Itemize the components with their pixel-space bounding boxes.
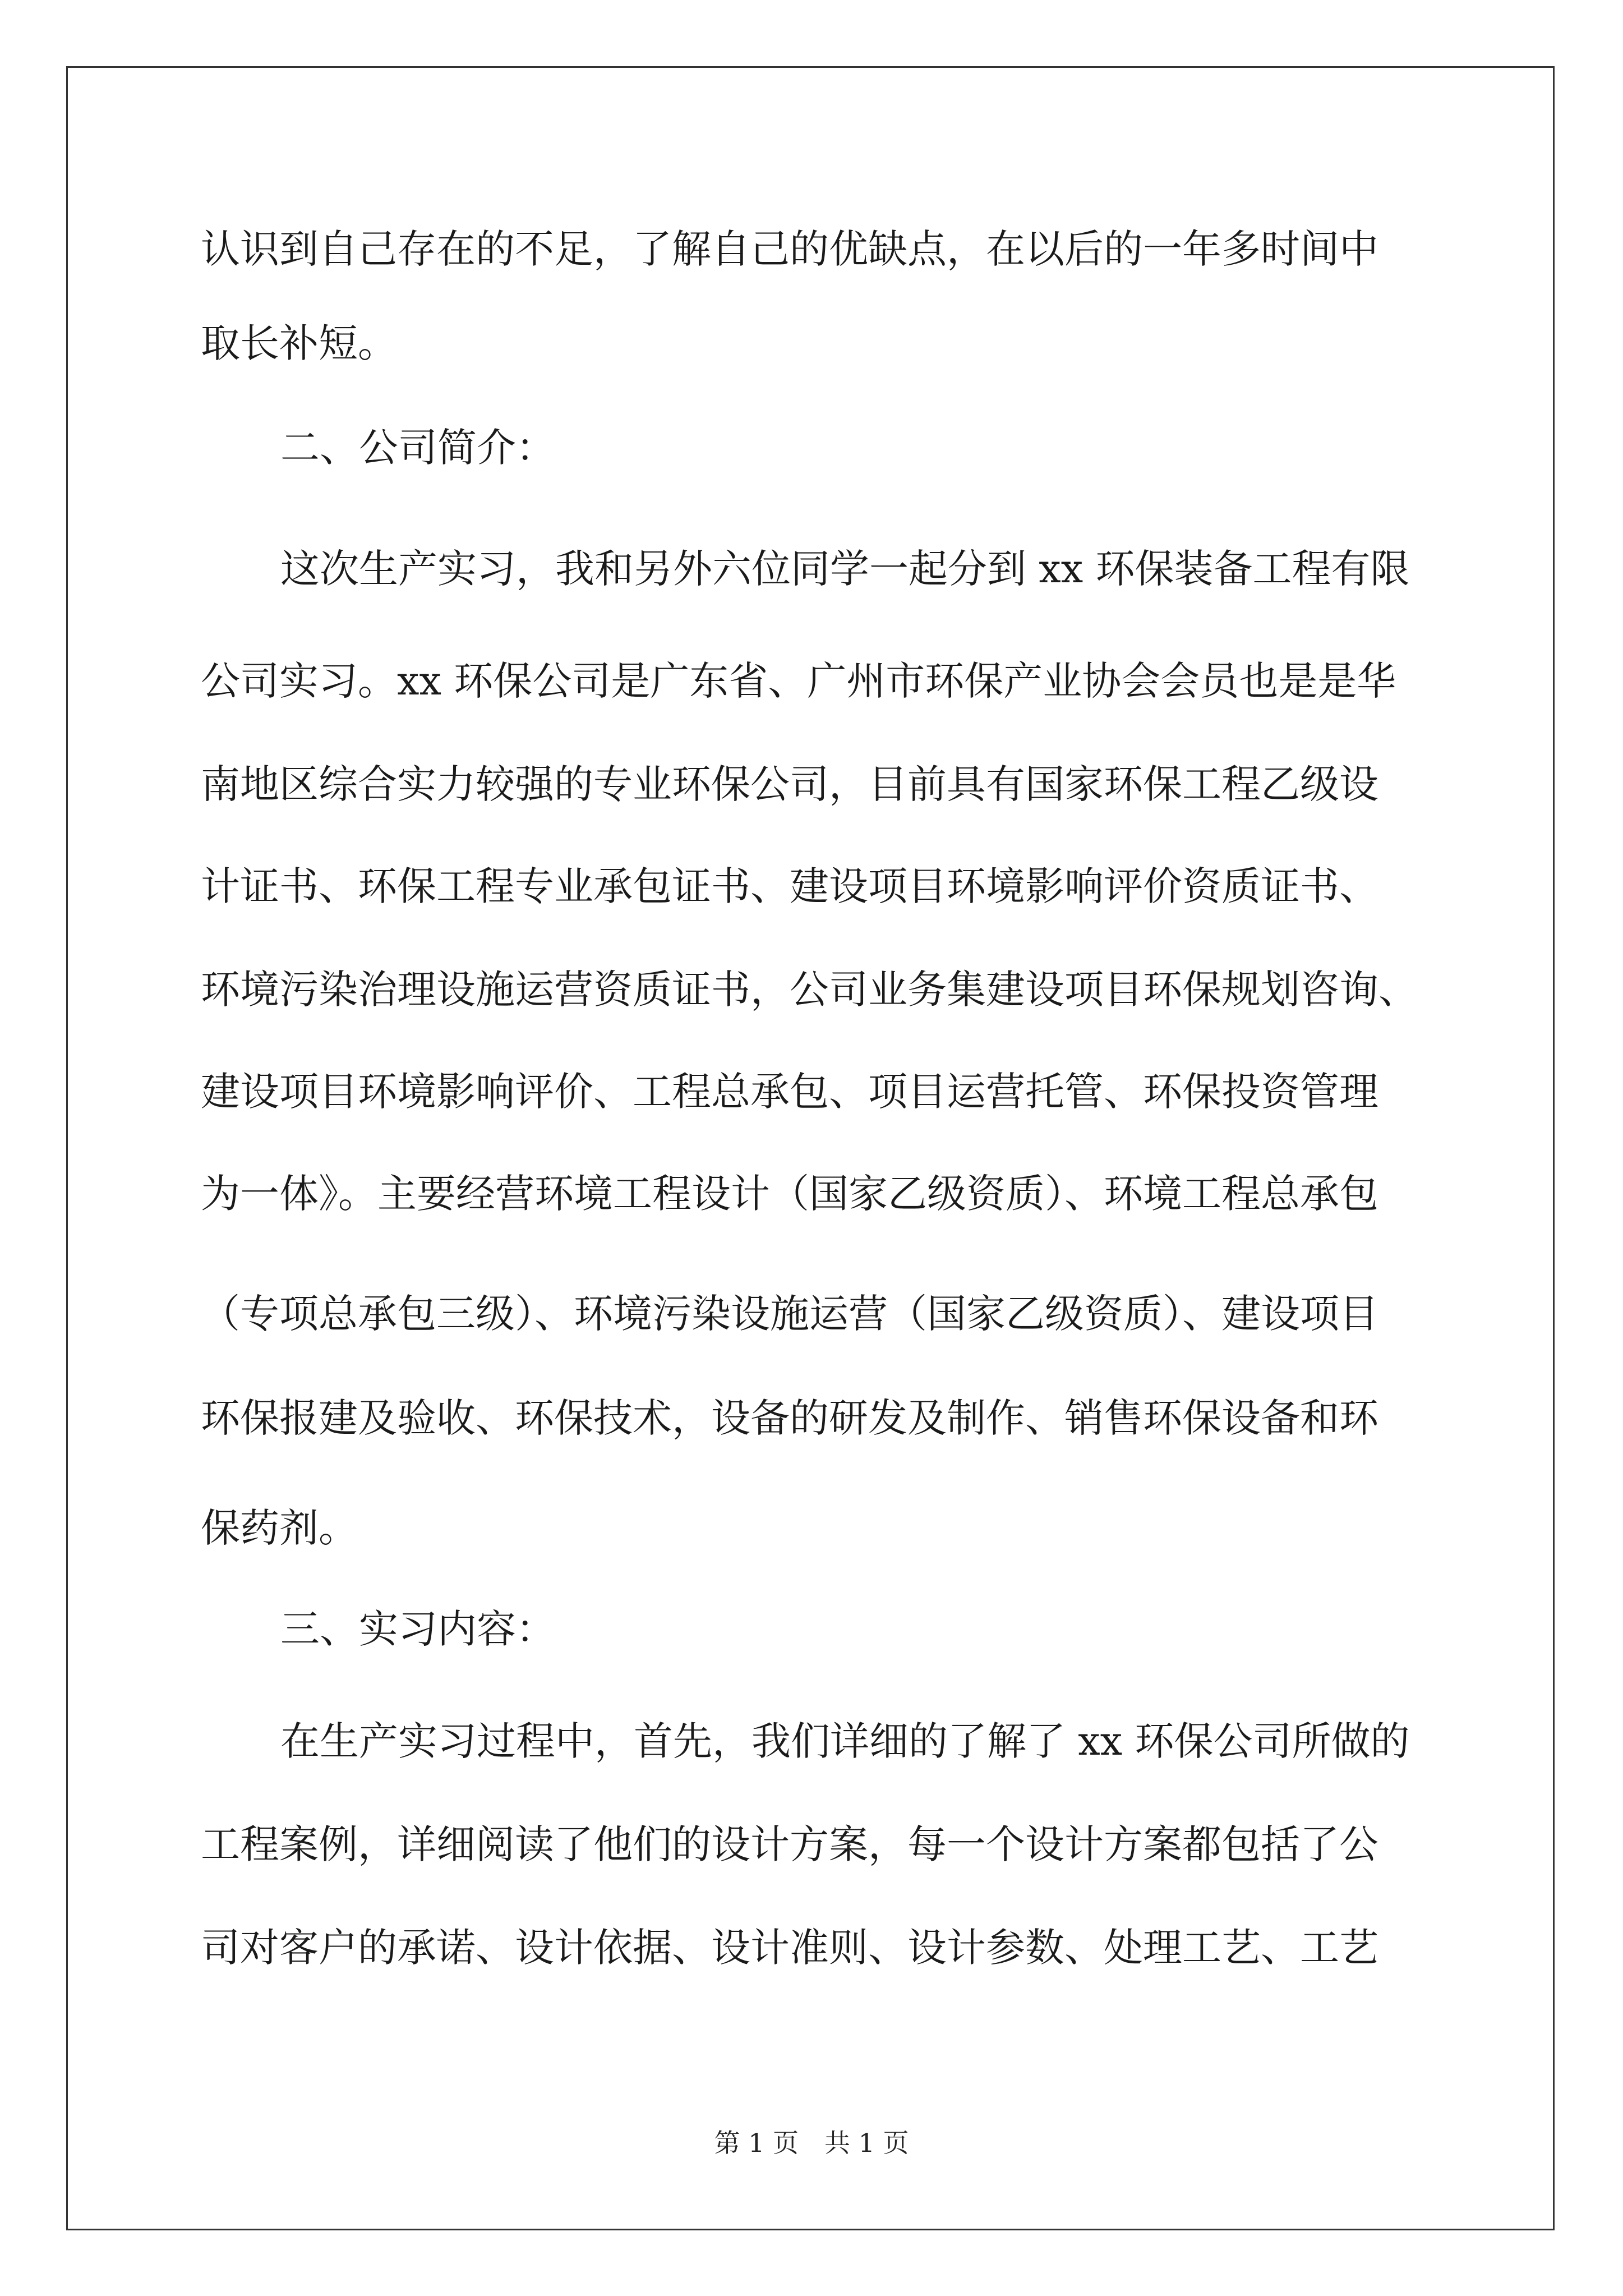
page-footer: 第 1 页 共 1 页 bbox=[714, 2128, 909, 2158]
text-line: 为一体》。主要经营环境工程设计（国家乙级资质）、环境工程总承包 bbox=[201, 1171, 1378, 1217]
text-line: 建设项目环境影响评价、工程总承包、项目运营托管、环保投资管理 bbox=[201, 1069, 1378, 1115]
section-heading-internship-content: 三、实习内容： bbox=[280, 1606, 555, 1652]
text-line: 认识到自己存在的不足，了解自己的优缺点，在以后的一年多时间中 bbox=[201, 226, 1378, 272]
text-line: 保药剂。 bbox=[201, 1505, 358, 1551]
text-line: 司对客户的承诺、设计依据、设计准则、设计参数、处理工艺、工艺 bbox=[201, 1925, 1378, 1971]
text-line: 公司实习。xx 环保公司是广东省、广州市环保产业协会会员也是是华 bbox=[201, 658, 1396, 704]
text-line: 南地区综合实力较强的专业环保公司，目前具有国家环保工程乙级设 bbox=[201, 761, 1378, 807]
text-line: （专项总承包三级）、环境污染设施运营（国家乙级资质）、建设项目 bbox=[201, 1291, 1378, 1337]
text-line: 取长补短。 bbox=[201, 320, 397, 366]
page-border bbox=[66, 66, 1555, 2230]
section-heading-company-intro: 二、公司简介： bbox=[280, 425, 555, 471]
text-line: 这次生产实习，我和另外六位同学一起分到 xx 环保装备工程有限 bbox=[280, 546, 1410, 592]
text-line: 环境污染治理设施运营资质证书，公司业务集建设项目环保规划咨询、 bbox=[201, 967, 1418, 1013]
text-line: 环保报建及验收、环保技术，设备的研发及制作、销售环保设备和环 bbox=[201, 1395, 1378, 1441]
text-line: 在生产实习过程中，首先，我们详细的了解了 xx 环保公司所做的 bbox=[280, 1718, 1410, 1764]
text-line: 工程案例，详细阅读了他们的设计方案，每一个设计方案都包括了公 bbox=[201, 1821, 1378, 1867]
text-line: 计证书、环保工程专业承包证书、建设项目环境影响评价资质证书、 bbox=[201, 863, 1378, 909]
